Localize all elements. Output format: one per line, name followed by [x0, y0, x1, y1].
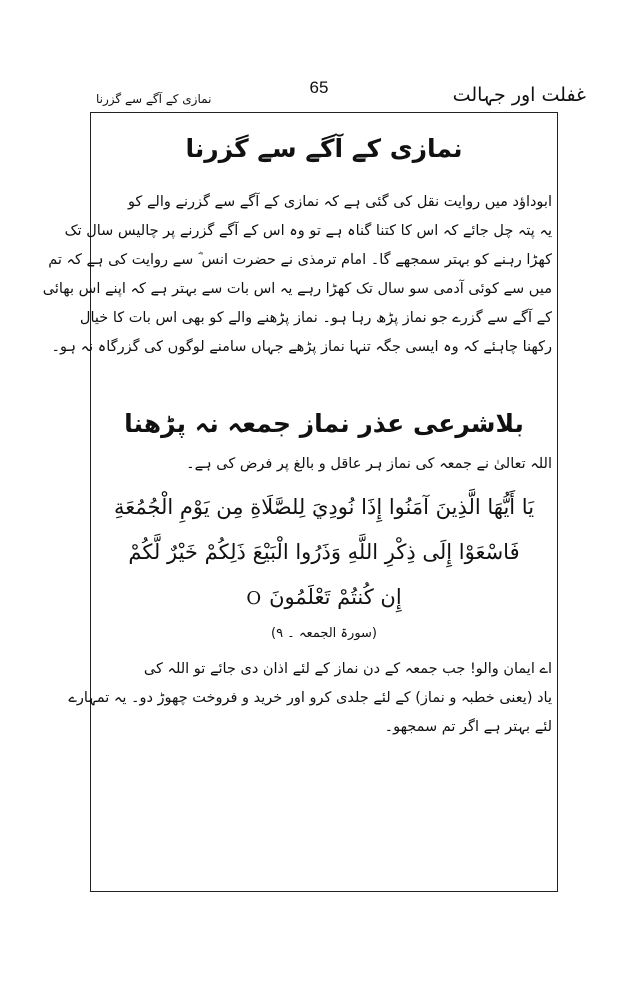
- section-body: [68, 655, 552, 742]
- text-line: کے آگے سے گزرے جو نماز پڑھ رہا ہو۔ نماز پڑھنے والے کو بھی اس بات کا خیال: [79, 310, 552, 326]
- verse-line: فَاسْعَوْا إِلَى ذِكْرِ اللَّهِ وَذَرُوا الْبَيْعَ ذَلِكُمْ خَيْرٌ لَّكُمْ: [128, 540, 520, 564]
- quran-verse: [96, 485, 552, 621]
- section-intro: [96, 450, 552, 479]
- text-line: یہ پتہ چل جائے کہ اس کا کتنا گناہ ہے تو وہ اس کے آگے گزرنے پر چالیس سال تک: [64, 223, 552, 239]
- verse-reference: (سورۃ الجمعہ ۔ ۹): [270, 626, 378, 641]
- text-line: اے ایمان والو! جب جمعہ کے دن نماز کے لئے اذان دی جائے تو اللہ کی: [143, 661, 552, 677]
- text-line: رکھنا چاہئے کہ وہ ایسی جگہ تنہا نماز پڑھے جہاں سامنے لوگوں کی گزرگاہ نہ ہو۔: [51, 339, 552, 355]
- chapter-running-head: غفلت اور جہالت: [452, 84, 586, 106]
- text-line: میں سے کوئی آدمی سو سال تک کھڑا رہے یہ اس بات سے بہتر ہے کہ اپنے اس بھائی: [42, 281, 552, 297]
- verse-line: يَا أَيُّهَا الَّذِينَ آمَنُوا إِذَا نُودِيَ لِلصَّلَاةِ مِن يَوْمِ الْجُمُعَةِ: [113, 495, 535, 519]
- verse-line: [96, 575, 552, 621]
- page-number: 65: [309, 78, 329, 97]
- text-line: یاد (یعنی خطبہ و نماز) کے لئے جلدی کرو اور خرید و فروخت چھوڑ دو۔ یہ تمہارے: [68, 690, 552, 706]
- section-title: بلاشرعی عذر نماز جمعہ نہ پڑھنا: [124, 409, 524, 438]
- section-running-head: نمازی کے آگے سے گزرنا: [96, 92, 212, 106]
- section-title: نمازی کے آگے سے گزرنا: [185, 134, 463, 163]
- text-line: کھڑا رہنے کو بہتر سمجھے گا۔ امام ترمذی نے حضرت انس ؓ سے روایت کی ہے کہ تم: [48, 252, 552, 268]
- verse-text: إِن كُنتُمْ تَعْلَمُونَ: [269, 585, 402, 609]
- section-body: [42, 188, 552, 362]
- text-line: ابوداؤد میں روایت نقل کی گئی ہے کہ نمازی کے آگے سے گزرنے والے کو: [127, 194, 552, 210]
- page-content: [42, 127, 552, 742]
- verse-end-mark: O: [246, 588, 262, 609]
- text-line: اللہ تعالیٰ نے جمعہ کی نماز ہر عاقل و بالغ پر فرض کی ہے۔: [186, 456, 552, 472]
- text-line: لئے بہتر ہے اگر تم سمجھو۔: [384, 719, 552, 735]
